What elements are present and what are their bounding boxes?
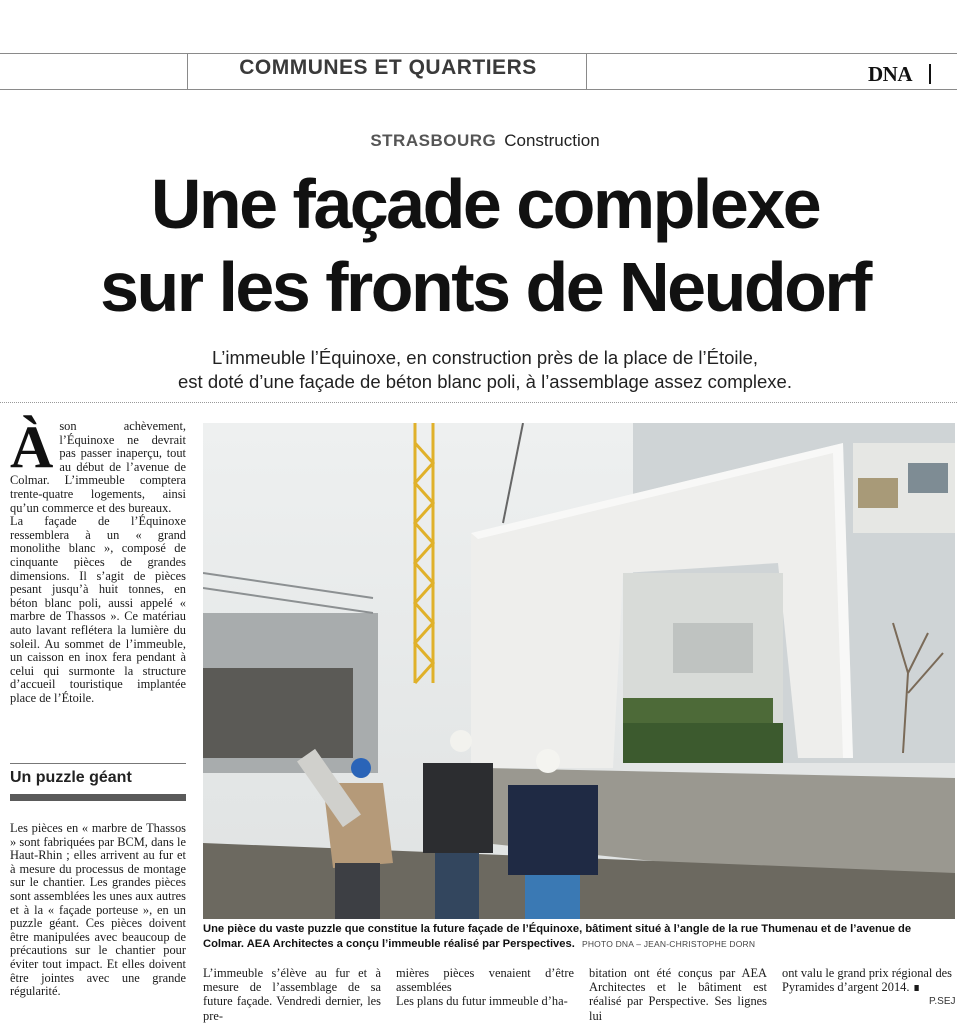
dna-logo: DNA xyxy=(868,62,912,86)
bottom-column-2 xyxy=(396,966,574,1009)
subhead-bar xyxy=(10,794,186,801)
paragraph-1: son achèvement, l’Équinoxe ne devrait pas passer inaperçu, tout au début de l’avenue de Colmar. L’immeuble comptera trente-quatre logements, ainsi qu’un commerce et des bureaux. xyxy=(10,419,186,515)
photo-caption xyxy=(203,922,955,952)
banner-separator xyxy=(586,53,587,90)
photo-credit: PHOTO DNA – JEAN-CHRISTOPHE DORN xyxy=(581,939,756,949)
construction-photo xyxy=(203,423,955,919)
banner-separator xyxy=(187,53,188,90)
kicker-city: STRASBOURG xyxy=(370,131,497,150)
bottom-column-4-text: ont valu le grand prix régional des Pyramides d’argent 2014. xyxy=(782,966,952,995)
bottom-column-2-a: mières pièces venaient d’être assemblées xyxy=(396,966,574,995)
byline: P.SEJ xyxy=(929,996,956,1007)
section-title: COMMUNES ET QUARTIERS xyxy=(239,56,537,79)
deck-divider xyxy=(0,402,957,403)
subhead-top-rule xyxy=(10,763,186,764)
left-column-top xyxy=(10,414,186,705)
bottom-column-2-b: Les plans du futur immeuble d’ha- xyxy=(396,994,568,1009)
deck-line-2: est doté d’une façade de béton blanc poli, à l’assemblage assez complexe. xyxy=(178,371,792,392)
banner-top-rule xyxy=(0,53,957,54)
bottom-column-3: bitation ont été conçus par AEA Architectes et le bâtiment est réalisé par Perspective. Ses lignes lui xyxy=(589,966,767,1023)
bottom-column-4 xyxy=(782,966,957,994)
bottom-column-1: L’immeuble s’élève au fur et à mesure de l’assemblage de sa future façade. Vendredi dernier, les pre- xyxy=(203,966,381,1023)
paragraph-2: La façade de l’Équinoxe ressemblera à un « grand monolithe blanc », composé de cinquante pièces de grandes dimensions. Il s’agit de pièces pesant jusqu’à huit tonnes, en béton blanc poli, aussi appelé « marbre de Thassos ». Ce matériau auto lavant reflétera la lumière du soleil. Au sommet de l’immeuble, un caisson en inox fera pendant à celui qui surmonte la structure d’accueil touristique implantée place de l’Étoile. xyxy=(10,514,186,705)
banner-bottom-rule xyxy=(0,89,957,90)
construction-photo-illustration xyxy=(203,423,955,919)
headline-line-2: sur les fronts de Neudorf xyxy=(100,248,870,326)
end-mark: ∎ xyxy=(912,980,921,995)
subhead: Un puzzle géant xyxy=(10,769,132,786)
caption-text: Une pièce du vaste puzzle que constitue la future façade de l’Équinoxe, bâtiment situé à l’angle de la rue Thumenau et de l’avenue de Colmar. AEA Architectes a conçu l’immeuble réalisé par Perspectives. xyxy=(203,923,912,950)
article-kicker xyxy=(0,131,970,151)
left-column-bottom xyxy=(10,822,186,999)
paragraph-3: Les pièces en « marbre de Thassos » sont fabriquées par BCM, dans le Haut-Rhin ; elles arrivent au fur et à mesure du processus de montage sur le chantier. Les grandes pièces sont assemblées les unes aux autres et à la « façade porteuse », en un puzzle géant. Ces pièces doivent être manipulées avec beaucoup de précautions sur le chantier pour éviter tout impact. Et elles doivent être jointes avec une grande régularité. xyxy=(10,821,186,999)
deck-line-1: L’immeuble l’Équinoxe, en construction près de la place de l’Étoile, xyxy=(211,347,759,368)
logo-bar xyxy=(929,64,931,84)
headline-line-1: Une façade complexe xyxy=(150,165,820,243)
dropcap: À xyxy=(10,414,54,480)
kicker-topic: Construction xyxy=(504,131,600,150)
